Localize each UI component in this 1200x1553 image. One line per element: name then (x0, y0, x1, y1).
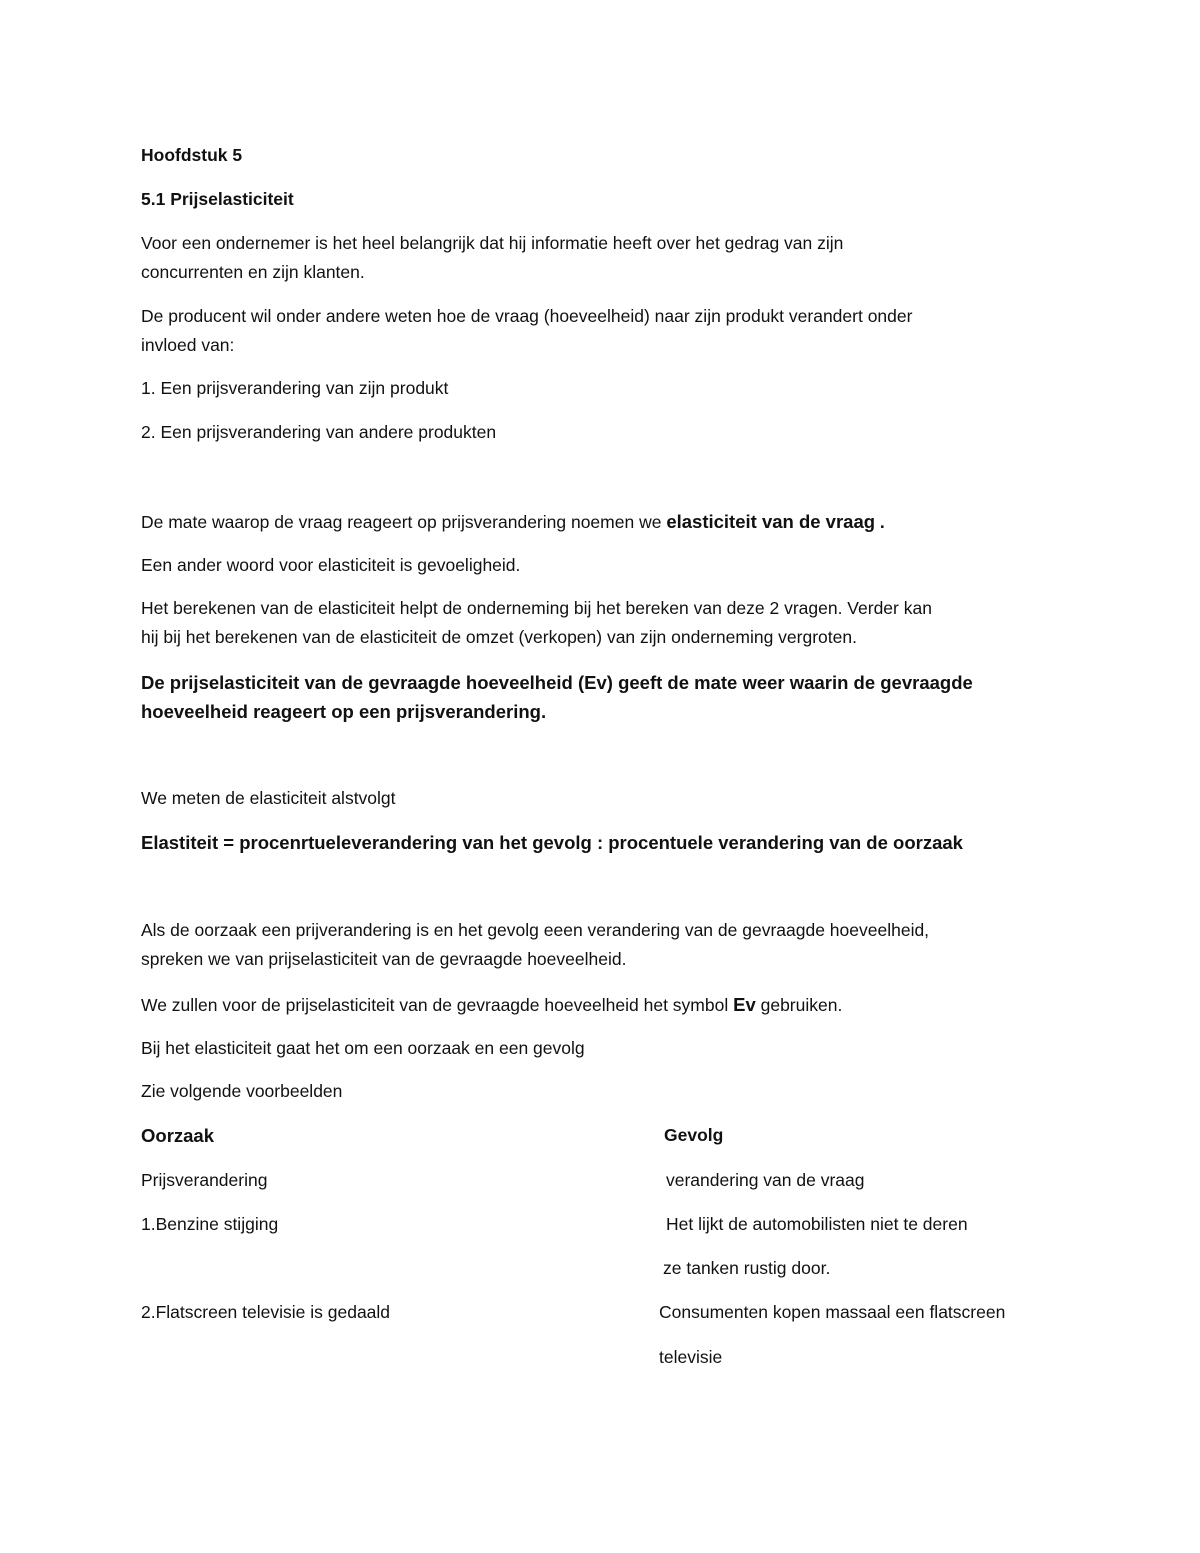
table-cell-right: ze tanken rustig door. (663, 1258, 831, 1278)
table-header-right: Gevolg (664, 1125, 724, 1145)
table-cell-left: Prijsverandering (141, 1170, 268, 1190)
table-cell-left: 1.Benzine stijging (141, 1214, 279, 1234)
table-cell-right: Consumenten kopen massaal een flatscreen (659, 1302, 1006, 1322)
paragraph-line: Bij het elasticiteit gaat het om een oorzaak en een gevolg (141, 1038, 585, 1058)
paragraph-text: De mate waarop de vraag reageert op prijsverandering noemen we (141, 512, 667, 532)
chapter-heading: Hoofdstuk 5 (141, 145, 243, 165)
table-cell-left: 2.Flatscreen televisie is gedaald (141, 1302, 391, 1322)
paragraph-line: concurrenten en zijn klanten. (141, 262, 365, 282)
table-cell-right: televisie (659, 1347, 723, 1367)
list-item: 2. Een prijsverandering van andere produkten (141, 422, 497, 442)
paragraph-line: Een ander woord voor elasticiteit is gevoeligheid. (141, 555, 521, 575)
paragraph-text: gebruiken. (755, 995, 843, 1015)
emphasis-term: elasticiteit van de vraag (666, 511, 876, 532)
definition-line: hoeveelheid reageert op een prijsverandering. (141, 701, 547, 722)
paragraph-text: We zullen voor de prijselasticiteit van de gevraagde hoeveelheid het symbol (141, 995, 734, 1015)
paragraph-line: De producent wil onder andere weten hoe de vraag (hoeveelheid) naar zijn produkt verandert onder (141, 306, 913, 326)
paragraph-line: Het berekenen van de elasticiteit helpt de onderneming bij het bereken van deze 2 vragen. Verder kan (141, 598, 932, 618)
table-cell-right: verandering van de vraag (666, 1170, 865, 1190)
section-title: 5.1 Prijselasticiteit (141, 189, 294, 209)
paragraph-line: invloed van: (141, 335, 235, 355)
paragraph-line (141, 990, 842, 1020)
table-cell-right: Het lijkt de automobilisten niet te deren (666, 1214, 968, 1234)
definition-line: De prijselasticiteit van de gevraagde hoeveelheid (Ev) geeft de mate weer waarin de gevraagde (141, 672, 973, 693)
paragraph-line: Als de oorzaak een prijverandering is en het gevolg eeen verandering van de gevraagde hoeveelheid, (141, 920, 930, 940)
paragraph-line: spreken we van prijselasticiteit van de gevraagde hoeveelheid. (141, 949, 627, 969)
paragraph-line (141, 507, 885, 537)
formula-line: Elastiteit = procenrtueleverandering van het gevolg : procentuele verandering van de oorzaak (141, 832, 963, 853)
symbol-term: Ev (733, 994, 756, 1015)
paragraph-text: . (875, 512, 885, 532)
paragraph-line: We meten de elasticiteit alstvolgt (141, 788, 396, 808)
paragraph-line: Zie volgende voorbeelden (141, 1081, 343, 1101)
table-header-left: Oorzaak (141, 1125, 215, 1146)
paragraph-line: hij bij het berekenen van de elasticiteit de omzet (verkopen) van zijn onderneming vergroten. (141, 627, 857, 647)
paragraph-line: Voor een ondernemer is het heel belangrijk dat hij informatie heeft over het gedrag van zijn (141, 233, 844, 253)
list-item: 1. Een prijsverandering van zijn produkt (141, 378, 449, 398)
